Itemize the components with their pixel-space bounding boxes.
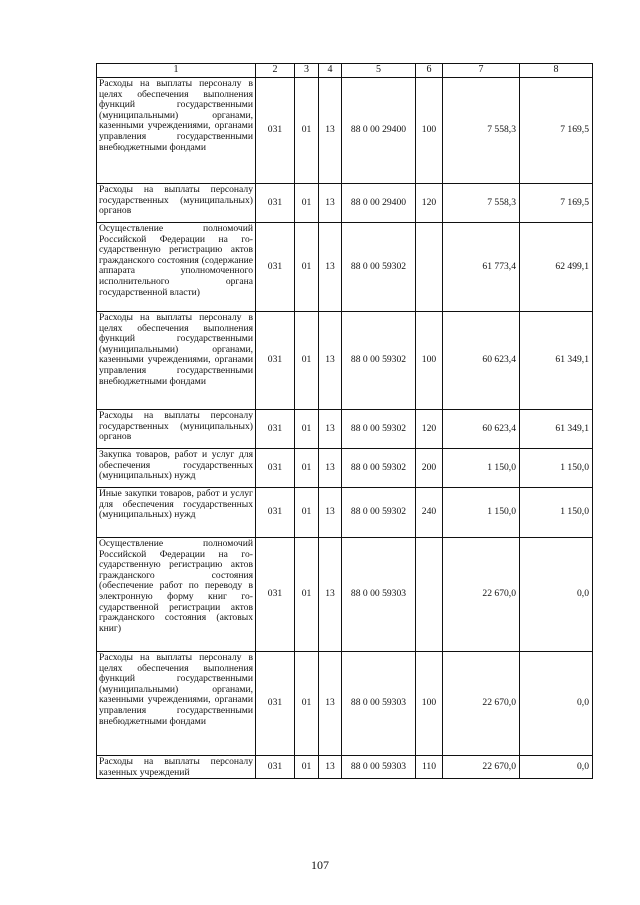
row-description: Расходы на выплаты персоналу казенных учреждений: [97, 756, 256, 779]
code-subsection: 13: [319, 488, 342, 538]
amount-year-1: 22 670,0: [443, 756, 520, 779]
amount-year-1: 60 623,4: [443, 312, 520, 410]
code-ministry: 031: [256, 223, 295, 312]
column-header: 1: [97, 64, 256, 78]
amount-year-1: 61 773,4: [443, 223, 520, 312]
code-section: 01: [295, 652, 319, 756]
code-ministry: 031: [256, 184, 295, 223]
row-description: Иные закупки товаров, работ и услуг для обеспечения государственных (муниципальных) нужд: [97, 488, 256, 538]
code-expense-type: 120: [416, 184, 443, 223]
code-ministry: 031: [256, 410, 295, 449]
row-description: Осуществление полномочий Российской Федерации на государственную регистрацию актов гражданского состояния (содержание аппарата уполномоченного исполнительного органа государственной власти): [97, 223, 256, 312]
code-target-article: 88 0 00 59303: [342, 538, 416, 652]
row-description: Расходы на выплаты персоналу в целях обеспечения выполнения функций государственными (муниципальными) органами, казенными учреждениями, органами управления государственными внебюджетными фондами: [97, 652, 256, 756]
column-header: 8: [520, 64, 593, 78]
code-ministry: 031: [256, 652, 295, 756]
column-header: 2: [256, 64, 295, 78]
code-section: 01: [295, 78, 319, 184]
code-target-article: 88 0 00 29400: [342, 184, 416, 223]
amount-year-2: 61 349,1: [520, 410, 593, 449]
amount-year-1: 7 558,3: [443, 184, 520, 223]
code-ministry: 031: [256, 488, 295, 538]
header-row: [97, 64, 593, 78]
code-target-article: 88 0 00 59302: [342, 410, 416, 449]
code-expense-type: 120: [416, 410, 443, 449]
budget-table: [96, 63, 593, 779]
column-header: 3: [295, 64, 319, 78]
code-expense-type: [416, 223, 443, 312]
code-section: 01: [295, 223, 319, 312]
code-section: 01: [295, 488, 319, 538]
table-row: [97, 449, 593, 488]
row-description: Закупка товаров, работ и услуг для обеспечения государственных (муниципальных) нужд: [97, 449, 256, 488]
code-expense-type: 100: [416, 312, 443, 410]
amount-year-1: 1 150,0: [443, 449, 520, 488]
table-row: [97, 756, 593, 779]
code-section: 01: [295, 184, 319, 223]
code-ministry: 031: [256, 449, 295, 488]
code-expense-type: 100: [416, 78, 443, 184]
code-target-article: 88 0 00 59302: [342, 223, 416, 312]
row-description: Расходы на выплаты персоналу государственных (муниципальных) органов: [97, 410, 256, 449]
table-row: [97, 223, 593, 312]
table-row: [97, 184, 593, 223]
code-target-article: 88 0 00 59303: [342, 652, 416, 756]
table-row: [97, 652, 593, 756]
code-subsection: 13: [319, 184, 342, 223]
column-header: 6: [416, 64, 443, 78]
table-row: [97, 312, 593, 410]
code-section: 01: [295, 449, 319, 488]
code-subsection: 13: [319, 410, 342, 449]
table-row: [97, 78, 593, 184]
row-description: Расходы на выплаты персоналу в целях обеспечения выполнения функций государственными (муниципальными) органами, казенными учреждениями, органами управления государственными внебюджетными фондами: [97, 312, 256, 410]
amount-year-2: 7 169,5: [520, 184, 593, 223]
code-section: 01: [295, 756, 319, 779]
table-row: [97, 488, 593, 538]
code-expense-type: 240: [416, 488, 443, 538]
amount-year-1: 1 150,0: [443, 488, 520, 538]
code-expense-type: 100: [416, 652, 443, 756]
code-subsection: 13: [319, 652, 342, 756]
row-description: Расходы на выплаты персоналу государственных (муниципальных) органов: [97, 184, 256, 223]
amount-year-2: 0,0: [520, 652, 593, 756]
code-expense-type: [416, 538, 443, 652]
code-ministry: 031: [256, 538, 295, 652]
amount-year-2: 1 150,0: [520, 449, 593, 488]
amount-year-2: 0,0: [520, 756, 593, 779]
code-section: 01: [295, 312, 319, 410]
page-number: 107: [311, 858, 329, 872]
amount-year-1: 22 670,0: [443, 538, 520, 652]
table-row: [97, 538, 593, 652]
amount-year-2: 0,0: [520, 538, 593, 652]
column-header: 7: [443, 64, 520, 78]
amount-year-2: 62 499,1: [520, 223, 593, 312]
code-expense-type: 110: [416, 756, 443, 779]
amount-year-1: 60 623,4: [443, 410, 520, 449]
row-description: Расходы на выплаты персоналу в целях обеспечения выполнения функций государственными (муниципальными) органами, казенными учреждениями, органами управления государственными внебюджетными фондами: [97, 78, 256, 184]
code-subsection: 13: [319, 538, 342, 652]
code-target-article: 88 0 00 59302: [342, 312, 416, 410]
code-subsection: 13: [319, 756, 342, 779]
code-subsection: 13: [319, 449, 342, 488]
code-subsection: 13: [319, 312, 342, 410]
code-subsection: 13: [319, 223, 342, 312]
amount-year-2: 1 150,0: [520, 488, 593, 538]
code-expense-type: 200: [416, 449, 443, 488]
amount-year-1: 22 670,0: [443, 652, 520, 756]
column-header: 4: [319, 64, 342, 78]
code-section: 01: [295, 410, 319, 449]
row-description: Осуществление полномочий Российской Федерации на государственную регистрацию актов гражданского состояния (обеспечение работ по переводу в электронную форму книг государственной регистрации актов гражданского состояния (актовых книг): [97, 538, 256, 652]
table-row: [97, 410, 593, 449]
code-target-article: 88 0 00 59302: [342, 449, 416, 488]
code-subsection: 13: [319, 78, 342, 184]
code-target-article: 88 0 00 59302: [342, 488, 416, 538]
column-header: 5: [342, 64, 416, 78]
code-ministry: 031: [256, 78, 295, 184]
code-ministry: 031: [256, 756, 295, 779]
amount-year-2: 61 349,1: [520, 312, 593, 410]
code-ministry: 031: [256, 312, 295, 410]
code-target-article: 88 0 00 59303: [342, 756, 416, 779]
code-section: 01: [295, 538, 319, 652]
amount-year-1: 7 558,3: [443, 78, 520, 184]
code-target-article: 88 0 00 29400: [342, 78, 416, 184]
amount-year-2: 7 169,5: [520, 78, 593, 184]
